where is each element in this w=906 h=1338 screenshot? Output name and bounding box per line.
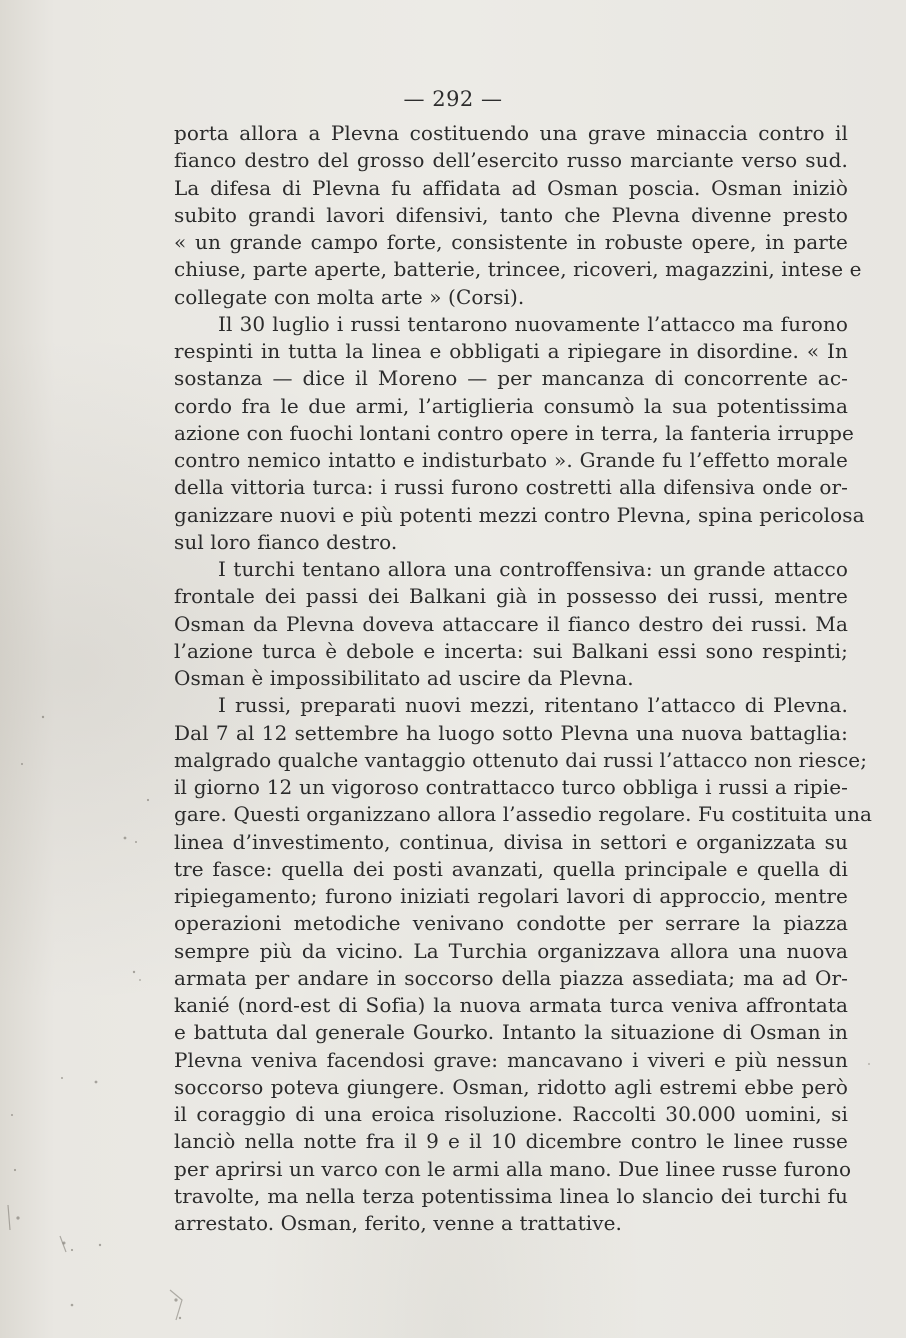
text-line: contro nemico intatto e indisturbato ». Grande fu l’effetto morale	[174, 448, 848, 472]
text-line: armata per andare in soccorso della piazza assediata; ma ad Or-	[174, 965, 848, 990]
text-line: porta allora a Plevna costituendo una grave minaccia contro il	[174, 121, 848, 145]
text-line: kanié (nord-est di Sofia) la nuova armata turca veniva affrontata	[174, 993, 848, 1017]
text-line: sul loro fianco destro.	[174, 529, 398, 554]
text-line: azione con fuochi lontani contro opere in terra, la fanteria irruppe	[174, 420, 854, 445]
text-line: operazioni metodiche venivano condotte per serrare la piazza	[174, 911, 848, 936]
text-line: travolte, ma nella terza potentissima linea lo slancio dei turchi fu	[174, 1183, 848, 1208]
text-line: Dal 7 al 12 settembre ha luogo sotto Plevna una nuova battaglia:	[174, 720, 848, 745]
text-line: subito grandi lavori difensivi, tanto che Plevna divenne presto	[174, 202, 848, 227]
text-line: chiuse, parte aperte, batterie, trincee, ricoveri, magazzini, intese e	[174, 257, 862, 282]
text-line: sostanza — dice il Moreno — per mancanza di concorrente ac-	[174, 366, 848, 391]
text-line: Osman da Plevna doveva attaccare il fianco destro dei russi. Ma	[174, 611, 848, 636]
text-line: per aprirsi un varco con le armi alla mano. Due linee russe furono	[174, 1156, 852, 1181]
text-line: Osman è impossibilitato ad uscire da Plevna.	[174, 666, 634, 690]
text-line: tre fasce: quella dei posti avanzati, quella principale e quella di	[174, 856, 848, 881]
text-line: frontale dei passi dei Balkani già in possesso dei russi, mentre	[174, 584, 848, 609]
text-line: soccorso poteva giungere. Osman, ridotto agli estremi ebbe però	[174, 1074, 848, 1099]
text-line: cordo fra le due armi, l’artiglieria consumò la sua potentissima	[174, 393, 848, 418]
text-line: linea d’investimento, continua, divisa in settori e organizzata su	[174, 829, 848, 854]
text-line: respinti in tutta la linea e obbligati a ripiegare in disordine. « In	[174, 339, 848, 363]
paragraph-start: Il 30 luglio i russi tentarono nuovamente l’attacco ma furono	[218, 311, 848, 336]
paragraph-start: I turchi tentano allora una controffensiva: un grande attacco	[218, 557, 848, 581]
page-number: — 292 —	[403, 87, 503, 111]
text-line: l’azione turca è debole e incerta: sui Balkani essi sono respinti;	[174, 638, 848, 663]
text-line: sempre più da vicino. La Turchia organizzava allora una nuova	[174, 938, 848, 963]
text-line: « un grande campo forte, consistente in robuste opere, in parte	[174, 230, 848, 254]
text-line: della vittoria turca: i russi furono costretti alla difensiva onde or-	[174, 475, 848, 500]
text-line: fianco destro del grosso dell’esercito russo marciante verso sud.	[174, 148, 848, 173]
text-line: Plevna veniva facendosi grave: mancavano i viveri e più nessun	[174, 1047, 848, 1072]
text-line: il giorno 12 un vigoroso contrattacco turco obbliga i russi a ripie-	[174, 775, 848, 799]
text-line: e battuta dal generale Gourko. Intanto la situazione di Osman in	[174, 1020, 848, 1045]
text-line: arrestato. Osman, ferito, venne a trattative.	[174, 1211, 622, 1235]
text-line: lanciò nella notte fra il 9 e il 10 dicembre contro le linee russe	[174, 1129, 848, 1154]
text-line: ganizzare nuovi e più potenti mezzi contro Plevna, spina pericolosa	[174, 502, 865, 527]
text-line: ripiegamento; furono iniziati regolari lavori di approccio, mentre	[174, 884, 848, 908]
body-text	[174, 120, 873, 1237]
text-line: collegate con molta arte » (Corsi).	[174, 284, 525, 309]
text-line: gare. Questi organizzano allora l’assedio regolare. Fu costituita una	[174, 802, 873, 827]
text-line: malgrado qualche vantaggio ottenuto dai russi l’attacco non riesce;	[174, 747, 868, 772]
text-line: La difesa di Plevna fu affidata ad Osman poscia. Osman iniziò	[174, 175, 848, 200]
text-line: il coraggio di una eroica risoluzione. Raccolti 30.000 uomini, si	[174, 1102, 848, 1126]
paragraph-start: I russi, preparati nuovi mezzi, ritentano l’attacco di Plevna.	[218, 693, 848, 718]
